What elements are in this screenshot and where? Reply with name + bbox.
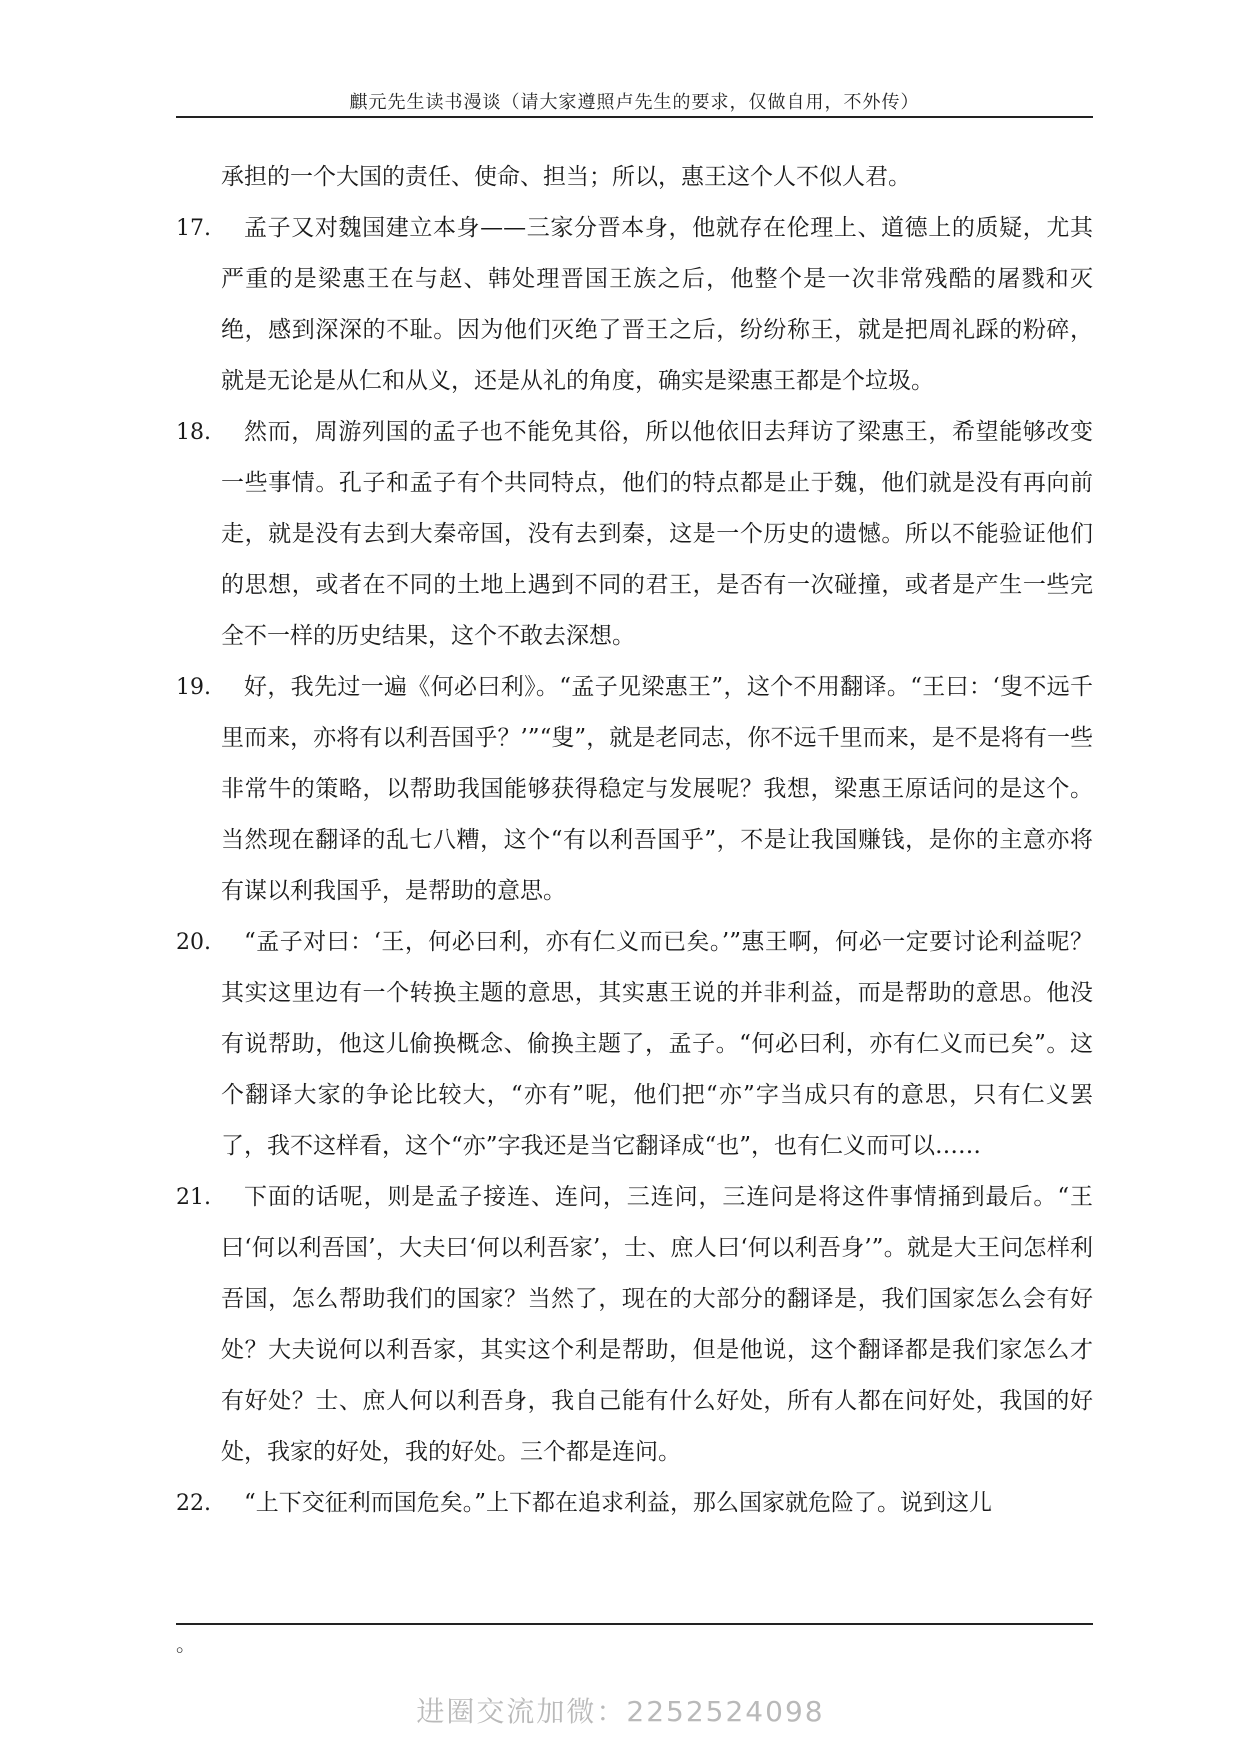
paragraph-number: 20. <box>176 930 211 955</box>
paragraph-text: “孟子对曰：‘王，何必曰利，亦有仁义而已矣。’”惠王啊，何必一定要讨论利益呢？其实这里边有一个转换主题的意思，其实惠王说的并非利益，而是帮助的意思。他没有说帮助，他这儿偷换概念、偷换主题了，孟子。“何必曰利，亦有仁义而已矣”。这个翻译大家的争论比较大，“亦有”呢，他们把“亦”字当成只有的意思，只有仁义罢了，我不这样看，这个“亦”字我还是当它翻译成“也”，也有仁义而可以…… <box>221 929 1093 1159</box>
paragraph-text: 孟子又对魏国建立本身——三家分晋本身，他就存在伦理上、道德上的质疑，尤其严重的是梁惠王在与赵、韩处理晋国王族之后，他整个是一次非常残酷的屠戮和灭绝，感到深深的不耻。因为他们灭绝了晋王之后，纷纷称王，就是把周礼踩的粉碎，就是无论是从仁和从义，还是从礼的角度，确实是梁惠王都是个垃圾。 <box>221 215 1093 394</box>
paragraph-number: 19. <box>176 675 211 700</box>
page-header: 麒元先生读书漫谈（请大家遵照卢先生的要求，仅做自用，不外传） <box>349 92 920 113</box>
paragraph-20 <box>176 917 1093 1172</box>
paragraph-18 <box>176 407 1093 662</box>
paragraph-21 <box>176 1172 1093 1478</box>
footnote: 。 <box>176 1632 196 1656</box>
document-body <box>176 152 1093 1529</box>
watermark: 进圈交流加微：2252524098 <box>416 1695 825 1728</box>
paragraph-17 <box>176 203 1093 407</box>
paragraph-22 <box>176 1478 1093 1529</box>
paragraph-text: 好，我先过一遍《何必曰利》。“孟子见梁惠王”，这个不用翻译。“王曰：‘叟不远千里而来，亦将有以利吾国乎？’”“叟”，就是老同志，你不远千里而来，是不是将有一些非常牛的策略，以帮助我国能够获得稳定与发展呢？我想，梁惠王原话问的是这个。当然现在翻译的乱七八糟，这个“有以利吾国乎”，不是让我国赚钱，是你的主意亦将有谋以利我国乎，是帮助的意思。 <box>221 674 1093 904</box>
footnote-divider <box>176 1623 1093 1625</box>
paragraph-text: 下面的话呢，则是孟子接连、连问，三连问，三连问是将这件事情捅到最后。“王曰‘何以利吾国’，大夫曰‘何以利吾家’，士、庶人曰‘何以利吾身’”。就是大王问怎样利吾国，怎么帮助我们的国家？当然了，现在的大部分的翻译是，我们国家怎么会有好处？大夫说何以利吾家，其实这个利是帮助，但是他说，这个翻译都是我们家怎么才有好处？士、庶人何以利吾身，我自己能有什么好处，所有人都在问好处，我国的好处，我家的好处，我的好处。三个都是连问。 <box>221 1184 1093 1465</box>
paragraph-text: 然而，周游列国的孟子也不能免其俗，所以他依旧去拜访了梁惠王，希望能够改变一些事情。孔子和孟子有个共同特点，他们的特点都是止于魏，他们就是没有再向前走，就是没有去到大秦帝国，没有去到秦，这是一个历史的遗憾。所以不能验证他们的思想，或者在不同的土地上遇到不同的君王，是否有一次碰撞，或者是产生一些完全不一样的历史结果，这个不敢去深想。 <box>221 419 1093 649</box>
paragraph-19 <box>176 662 1093 917</box>
paragraph-text: “上下交征利而国危矣。”上下都在追求利益，那么国家就危险了。说到这儿 <box>244 1490 993 1516</box>
paragraph-number: 17. <box>176 216 211 241</box>
paragraph-number: 22. <box>176 1491 211 1516</box>
header-divider <box>176 116 1093 118</box>
paragraph-number: 18. <box>176 420 211 445</box>
continuation-line: 承担的一个大国的责任、使命、担当；所以，惠王这个人不似人君。 <box>221 164 911 190</box>
paragraph-number: 21. <box>176 1185 211 1210</box>
